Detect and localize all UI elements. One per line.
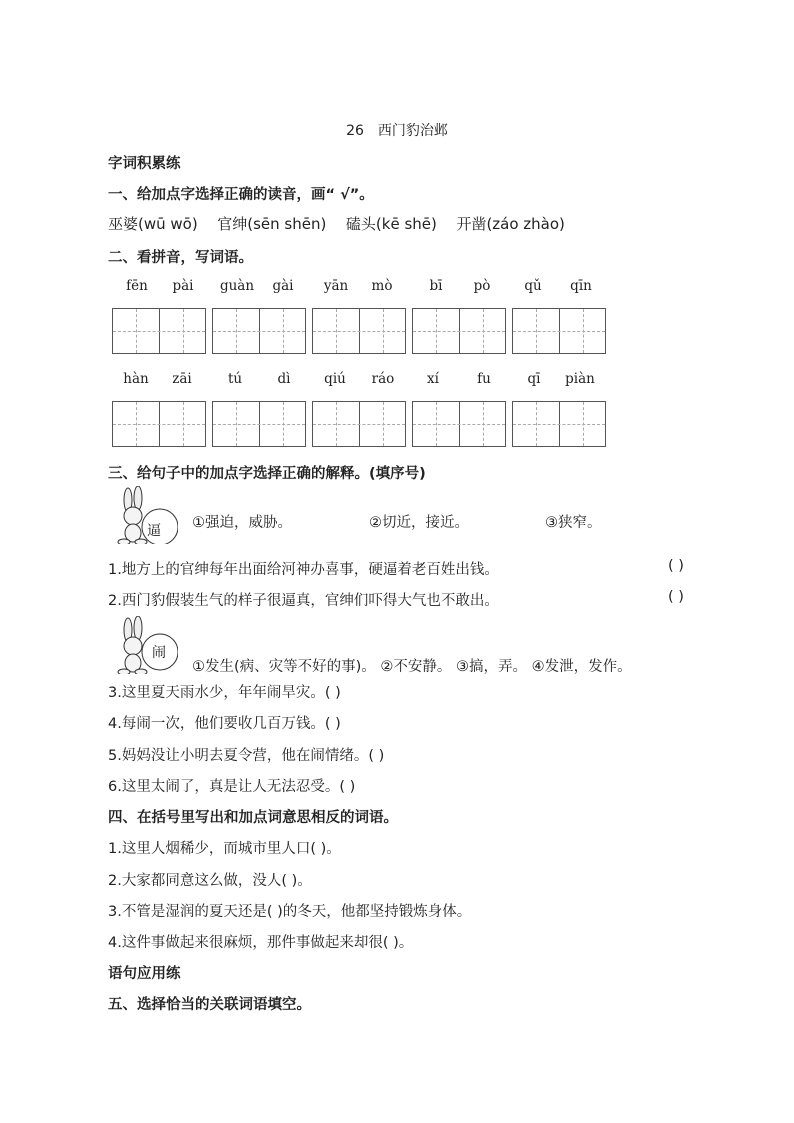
pinyin: fēn <box>126 278 148 294</box>
pinyin: ráo <box>371 371 395 387</box>
pinyin: gài <box>272 278 294 294</box>
definition: ②切近，接近。 <box>369 515 469 531</box>
pinyin: hàn <box>123 371 149 387</box>
pinyin: qiú <box>324 371 346 387</box>
page-title <box>0 120 794 140</box>
pinyin: fu <box>477 371 491 387</box>
lesson-number: 26 <box>346 123 364 139</box>
rabbit-icon <box>108 616 178 674</box>
sentence: 5.妈妈没让小明去夏令营，他在闹情绪。( ) <box>108 748 385 764</box>
pinyin: xí <box>427 371 439 387</box>
pinyin: yān <box>323 278 349 294</box>
answer-blank[interactable]: ( ) <box>668 558 684 574</box>
q2-heading: 二、看拼音，写词语。 <box>108 250 253 266</box>
sentence: 1.这里人烟稀少，而城市里人口( )。 <box>108 841 341 857</box>
rabbit-icon <box>108 486 178 544</box>
writing-box[interactable] <box>412 308 506 354</box>
section-heading-sentences: 语句应用练 <box>108 966 181 982</box>
sentence: 4.这件事做起来很麻烦，那件事做起来却很( )。 <box>108 935 414 951</box>
sentence: 3.不管是湿润的夏天还是( )的冬天，他都坚持锻炼身体。 <box>108 904 472 920</box>
writing-box[interactable] <box>112 401 206 447</box>
pinyin: dì <box>277 371 291 387</box>
pinyin: qīn <box>570 278 592 294</box>
sentence: 4.每闹一次，他们要收几百万钱。( ) <box>108 716 341 732</box>
q5-heading: 五、选择恰当的关联词语填空。 <box>108 997 311 1013</box>
sentence: 2.西门豹假装生气的样子很逼真，官绅们吓得大气也不敢出。 <box>108 593 499 609</box>
writing-box[interactable] <box>212 401 306 447</box>
pinyin-row-2 <box>112 371 612 391</box>
section-heading-vocab: 字词积累练 <box>108 156 181 172</box>
writing-box[interactable] <box>512 401 606 447</box>
pinyin: qī <box>527 371 541 387</box>
definition: ①强迫，威胁。 <box>192 515 292 531</box>
q1-items <box>108 213 565 234</box>
pinyin: tú <box>227 371 243 387</box>
q3-heading: 三、给句子中的加点字选择正确的解释。(填序号) <box>108 466 426 482</box>
pinyin: qǔ <box>524 278 542 294</box>
rabbit-char-1: 逼 <box>147 523 161 539</box>
pinyin: bī <box>429 278 443 294</box>
sentence: 2.大家都同意这么做，没人( )。 <box>108 873 312 889</box>
definitions-2: ①发生(病、灾等不好的事)。 ②不安静。 ③搞，弄。 ④发泄，发作。 <box>192 659 632 675</box>
q4-heading: 四、在括号里写出和加点词意思相反的词语。 <box>108 810 398 826</box>
pinyin: pò <box>473 278 491 294</box>
q1-item[interactable]: 磕头(kē shē) <box>345 215 437 233</box>
definition: ③狭窄。 <box>545 515 602 531</box>
pinyin: mò <box>371 278 393 294</box>
sentence: 1.地方上的官绅每年出面给河神办喜事，硬逼着老百姓出钱。 <box>108 562 499 578</box>
sentence: 6.这里太闹了，真是让人无法忍受。( ) <box>108 779 356 795</box>
writing-box[interactable] <box>212 308 306 354</box>
writing-box[interactable] <box>112 308 206 354</box>
q1-item[interactable]: 官绅(sēn shēn) <box>217 215 327 233</box>
pinyin: pài <box>172 278 194 294</box>
pinyin-row-1 <box>112 278 612 298</box>
q1-item[interactable]: 开凿(záo zhào) <box>456 215 565 233</box>
writing-box[interactable] <box>412 401 506 447</box>
sentence: 3.这里夏天雨水少，年年闹旱灾。( ) <box>108 685 341 701</box>
pinyin: zāi <box>172 371 192 387</box>
lesson-title: 西门豹治邺 <box>377 123 448 139</box>
rabbit-char-2: 闹 <box>152 645 166 661</box>
q1-heading: 一、给加点字选择正确的读音，画“ √”。 <box>108 187 374 203</box>
writing-box[interactable] <box>312 401 406 447</box>
pinyin: guàn <box>219 278 255 294</box>
writing-box[interactable] <box>512 308 606 354</box>
answer-blank[interactable]: ( ) <box>668 589 684 605</box>
q1-item[interactable]: 巫婆(wū wō) <box>108 215 198 233</box>
pinyin: piàn <box>565 371 595 387</box>
writing-box[interactable] <box>312 308 406 354</box>
